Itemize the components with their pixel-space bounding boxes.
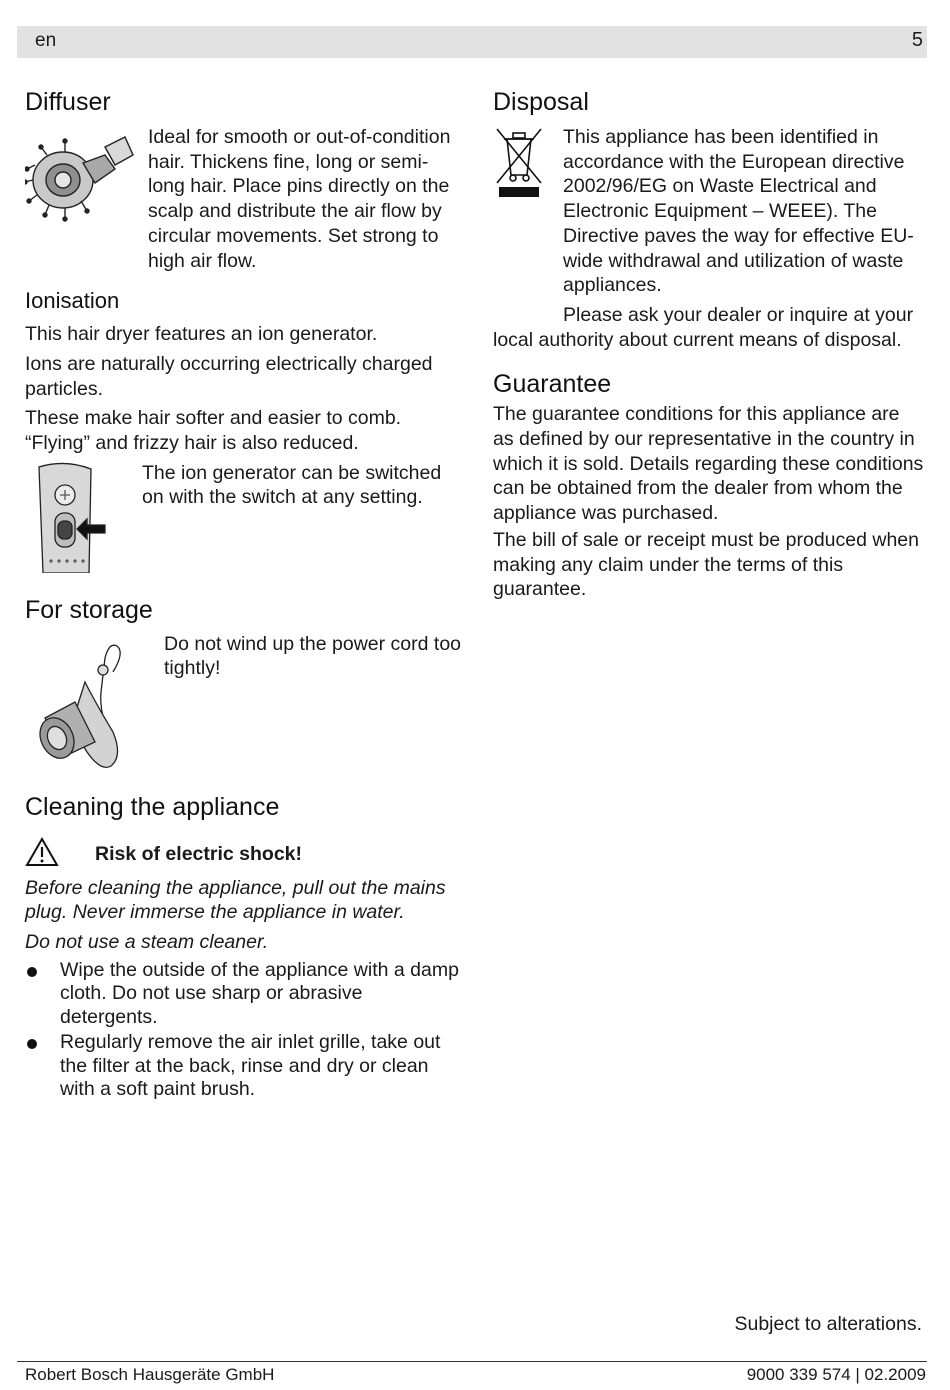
diffuser-section bbox=[25, 125, 465, 273]
list-item bbox=[25, 959, 465, 1030]
storage-heading: For storage bbox=[25, 595, 153, 624]
storage-illustration bbox=[25, 632, 164, 777]
weee-bin-icon bbox=[493, 125, 563, 206]
bullet-icon bbox=[27, 967, 37, 977]
page-number: 5 bbox=[911, 29, 923, 51]
disposal-paragraph-1: This appliance has been identified in accordance with the European directive 2002/96/EG on Waste Electrical and Electronic Equipment – WEEE). The Directive paves the way for effective EU-wide withdrawal and utilization of waste appliances. bbox=[563, 126, 914, 297]
warning-title: Risk of electric shock! bbox=[95, 842, 302, 865]
cleaning-bullet-list bbox=[25, 959, 465, 1102]
ion-switch-section bbox=[25, 461, 465, 578]
storage-text: Do not wind up the power cord too tightly! bbox=[164, 632, 462, 680]
guarantee-heading: Guarantee bbox=[493, 370, 612, 399]
warning-row bbox=[25, 837, 465, 872]
ion-switch-text: The ion generator can be switched on with the switch at any setting. bbox=[142, 461, 442, 509]
footer-divider bbox=[17, 1361, 927, 1362]
guarantee-paragraph-2: The bill of sale or receipt must be produced when making any claim under the terms of this guarantee. bbox=[493, 528, 919, 601]
diffuser-heading: Diffuser bbox=[25, 88, 111, 116]
storage-section bbox=[25, 632, 465, 777]
disposal-heading: Disposal bbox=[493, 88, 589, 116]
right-column bbox=[493, 84, 925, 602]
ionisation-paragraph-3: These make hair softer and easier to comb. “Flying” and frizzy hair is also reduced. bbox=[25, 407, 402, 455]
footer-company: Robert Bosch Hausgeräte GmbH bbox=[25, 1365, 275, 1384]
ionisation-paragraph-2: Ions are naturally occurring electrically charged particles. bbox=[25, 352, 433, 400]
disposal-section bbox=[493, 125, 925, 298]
guarantee-paragraph-1: The guarantee conditions for this appliance are as defined by our representative in the country in which it is sold. Details regarding these conditions can be obtained from the dealer from whom the appliance was purchased. bbox=[493, 403, 924, 525]
page-header bbox=[17, 26, 927, 58]
bullet-text: Regularly remove the air inlet grille, take out the filter at the back, rinse and dry or clean with a soft paint brush. bbox=[60, 1031, 441, 1101]
language-code: en bbox=[35, 30, 57, 51]
bullet-text: Wipe the outside of the appliance with a damp cloth. Do not use sharp or abrasive detergents. bbox=[60, 958, 459, 1028]
disposal-paragraph-2: Please ask your dealer or inquire at your local authority about current means of disposal. bbox=[493, 303, 914, 351]
left-column bbox=[25, 84, 465, 1104]
warning-text-2: Do not use a steam cleaner. bbox=[25, 931, 269, 954]
ionisation-heading: Ionisation bbox=[25, 288, 120, 314]
list-item bbox=[25, 1031, 465, 1102]
subject-to-alterations: Subject to alterations. bbox=[734, 1313, 922, 1335]
bullet-icon bbox=[27, 1039, 37, 1049]
diffuser-text: Ideal for smooth or out-of-condition hair. Thickens fine, long or semi-long hair. Place pins directly on the scalp and distribute the air flow by circular movements. Set strong to high air flow. bbox=[148, 126, 451, 272]
footer-doc-number: 9000 339 574 | 02.2009 bbox=[746, 1365, 926, 1384]
cleaning-heading: Cleaning the appliance bbox=[25, 792, 280, 821]
warning-triangle-icon bbox=[25, 837, 59, 872]
warning-text-1: Before cleaning the appliance, pull out the mains plug. Never immerse the appliance in water. bbox=[25, 876, 446, 924]
ion-switch-illustration bbox=[25, 461, 142, 578]
diffuser-illustration bbox=[25, 125, 148, 230]
ionisation-paragraph-1: This hair dryer features an ion generator. bbox=[25, 323, 378, 346]
